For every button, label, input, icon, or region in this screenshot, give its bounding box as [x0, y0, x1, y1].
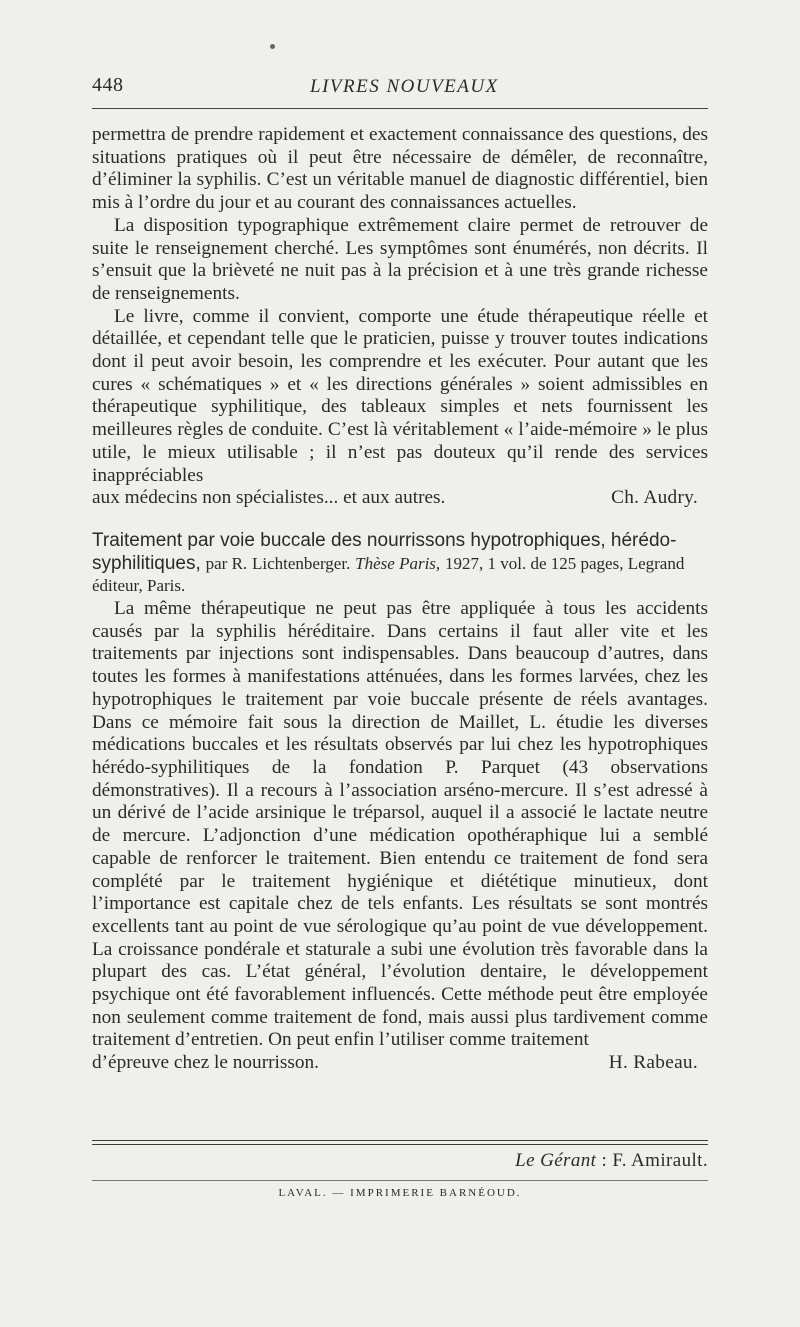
main-text [92, 124, 708, 1075]
page-number: 448 [92, 74, 124, 96]
section-gap [92, 510, 708, 530]
review2-thesis: Thèse Paris, [355, 553, 441, 573]
review2-title: Traitement par voie buccale des nourrissons hypotrophiques, hérédo-syphilitiques, [92, 529, 677, 574]
closing-rule-top [92, 1140, 708, 1141]
review2-author-prefix: par R. [205, 553, 248, 573]
review1-signature: Ch. Audry. [611, 487, 698, 509]
review2-author: Lichtenberger. [251, 553, 351, 573]
running-title: LIVRES NOUVEAUX [310, 76, 499, 97]
manager-name: F. Amirault. [612, 1150, 708, 1171]
review1-paragraph-1: permettra de prendre rapidement et exactement connaissance des questions, des situations pratiques où il peut être nécessaire de démêler, de reconnaître, d’éliminer la syphilis. C’est un véritable manuel de diagnostic différentiel, bien mis à l’ordre du jour et au courant des connaissances actuelles. [92, 124, 708, 214]
review1-last-line-text: aux médecins non spécialistes... et aux autres. [92, 487, 446, 509]
review1-paragraph-3: Le livre, comme il convient, comporte une étude thérapeutique réelle et détaillée, et cependant telle que le praticien, puisse y trouver toutes indications dont il peut avoir besoin, les comprendre et les exécuter. Pour autant que les cures « schématiques » et « les directions générales » soient admissibles en thérapeutique syphilitique, des tableaux simples et nets fournissent les meilleures règles de conduite. C’est là véritablement « l’aide-mémoire » le plus utile, le mieux utilisable ; il n’est pas douteux qu’il rende des services inappréciables [92, 305, 708, 486]
review2-publication: 1927, 1 vol. de 125 pages, Legrand éditeur, Paris. [92, 553, 685, 596]
page-header [92, 74, 708, 104]
manager-label: Le Gérant [515, 1150, 597, 1171]
header-rule [92, 108, 708, 109]
footer-rule [92, 1180, 708, 1181]
manager-separator: : [601, 1150, 608, 1171]
review2-last-line [92, 1052, 708, 1075]
printer-imprint: LAVAL. — IMPRIMERIE BARNÉOUD. [278, 1187, 522, 1199]
manager-line [515, 1150, 708, 1172]
review1-paragraph-2: La disposition typographique extrêmement claire permet de retrouver de suite le renseignement cherché. Les symptômes sont énumérés, non décrits. Il s’ensuit que la brièveté ne nuit pas à la précision et à une très grande richesse de renseignements. [92, 214, 708, 304]
review2-signature: H. Rabeau. [608, 1052, 698, 1074]
review1-last-line [92, 487, 708, 510]
review2-last-line-text: d’épreuve chez le nourrisson. [92, 1052, 319, 1074]
review2-body: La même thérapeutique ne peut pas être appliquée à tous les accidents causés par la syphilis héréditaire. Dans certains il faut aller vite et les traitements par injections sont indispensables. Dans beaucoup d’autres, dans toutes les formes à manifestations atténuées, dans les formes larvées, chez les hypotrophiques le traitement par voie buccale présente de réels avantages. Dans ce mémoire fait sous la direction de Maillet, L. étudie les diverses médications buccales et les résultats observés par lui chez les hypotrophiques hérédo-syphilitiques de la fondation P. Parquet (43 observations démonstratives). Il a recours à l’association arséno-mercure. Il s’est adressé à un dérivé de l’acide arsinique le tréparsol, auquel il a associé le lactate neutre de mercure. L’adjonction d’une médication opothéraphique lui a semblé capable de renforcer le traitement. Bien entendu ce traitement de fond sera complété par le traitement hygiénique et diététique minutieux, dont l’importance est capitale chez de tels enfants. Les résultats se sont montrés excellents tant au point de vue sérologique qu’au point de vue développement. La croissance pondérale et staturale a subi une évolution très favorable dans la plupart des cas. L’état général, l’évolution dentaire, le développement psychique ont été favorablement influencés. Cette méthode peut être employée non seulement comme traitement de fond, mais aussi plus tardivement comme traitement d’entretien. On peut enfin l’utiliser comme traitement [92, 598, 708, 1051]
closing-rule-bottom [92, 1144, 708, 1145]
ink-speck [270, 44, 275, 49]
review2-heading [92, 530, 708, 598]
